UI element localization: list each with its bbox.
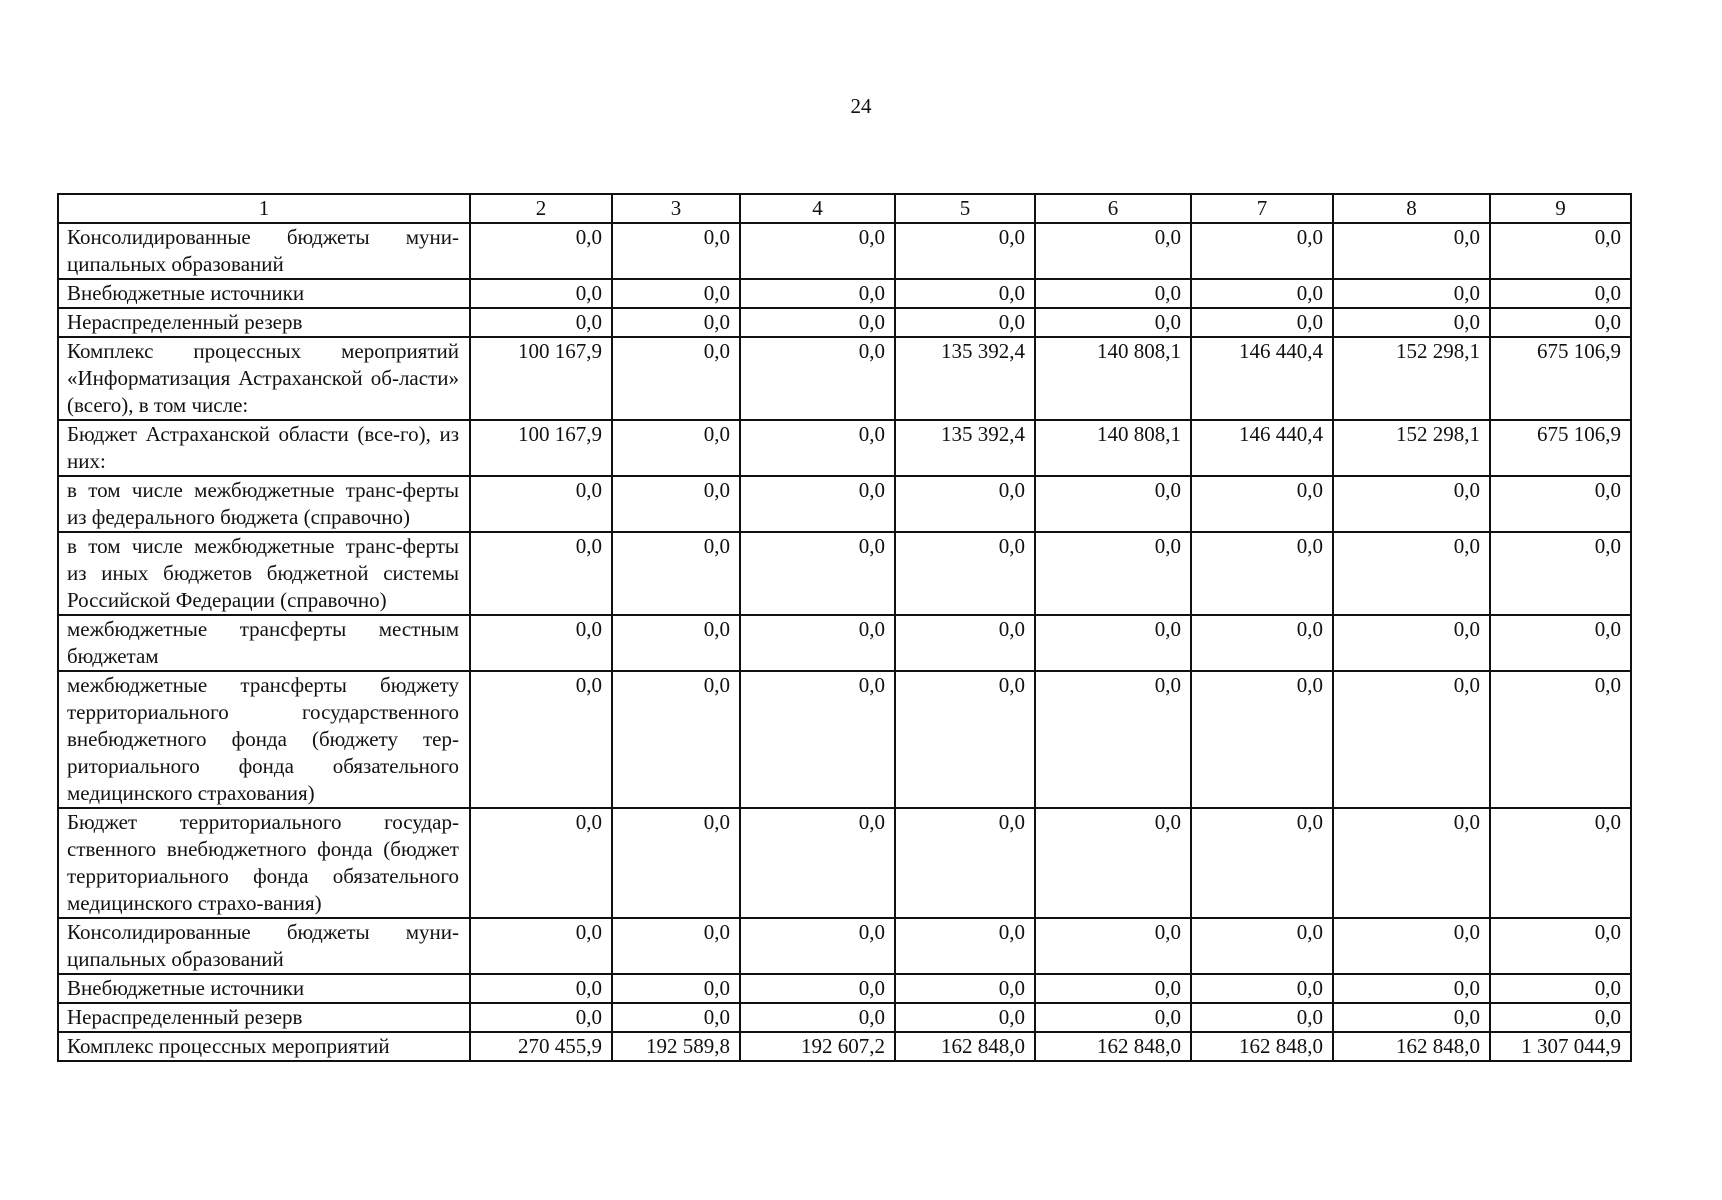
row-label: Нераспределенный резерв bbox=[58, 1003, 470, 1032]
column-header-8: 8 bbox=[1333, 194, 1490, 223]
value-cell: 0,0 bbox=[1490, 532, 1631, 615]
value-cell: 0,0 bbox=[470, 615, 612, 671]
column-header-9: 9 bbox=[1490, 194, 1631, 223]
row-label: Консолидированные бюджеты муни-ципальных образований bbox=[58, 918, 470, 974]
value-cell: 0,0 bbox=[1490, 279, 1631, 308]
value-cell: 0,0 bbox=[612, 1003, 740, 1032]
table-row bbox=[58, 918, 1631, 974]
value-cell: 162 848,0 bbox=[1035, 1032, 1191, 1061]
value-cell: 152 298,1 bbox=[1333, 337, 1490, 420]
table-row bbox=[58, 974, 1631, 1003]
table-row bbox=[58, 808, 1631, 918]
row-label: Комплекс процессных мероприятий «Информатизация Астраханской об-ласти» (всего), в том числе: bbox=[58, 337, 470, 420]
row-label: Бюджет территориального государ-ственного внебюджетного фонда (бюджет территориального фонда обязательного медицинского страхо-вания) bbox=[58, 808, 470, 918]
value-cell: 675 106,9 bbox=[1490, 420, 1631, 476]
value-cell: 0,0 bbox=[470, 279, 612, 308]
row-label: в том числе межбюджетные транс-ферты из иных бюджетов бюджетной системы Российской Федерации (справочно) bbox=[58, 532, 470, 615]
value-cell: 0,0 bbox=[740, 476, 895, 532]
table-row bbox=[58, 476, 1631, 532]
value-cell: 0,0 bbox=[1035, 615, 1191, 671]
value-cell: 0,0 bbox=[1490, 476, 1631, 532]
value-cell: 0,0 bbox=[612, 615, 740, 671]
value-cell: 0,0 bbox=[1490, 974, 1631, 1003]
value-cell: 0,0 bbox=[895, 808, 1035, 918]
value-cell: 0,0 bbox=[1333, 808, 1490, 918]
value-cell: 0,0 bbox=[1035, 532, 1191, 615]
value-cell: 0,0 bbox=[895, 223, 1035, 279]
row-label: Внебюджетные источники bbox=[58, 974, 470, 1003]
value-cell: 0,0 bbox=[612, 532, 740, 615]
value-cell: 0,0 bbox=[470, 223, 612, 279]
value-cell: 0,0 bbox=[612, 420, 740, 476]
value-cell: 0,0 bbox=[1333, 279, 1490, 308]
table-row bbox=[58, 308, 1631, 337]
row-label: в том числе межбюджетные транс-ферты из федерального бюджета (справочно) bbox=[58, 476, 470, 532]
value-cell: 0,0 bbox=[740, 808, 895, 918]
value-cell: 0,0 bbox=[895, 974, 1035, 1003]
value-cell: 0,0 bbox=[740, 532, 895, 615]
row-label: Консолидированные бюджеты муни-ципальных образований bbox=[58, 223, 470, 279]
value-cell: 0,0 bbox=[740, 337, 895, 420]
value-cell: 0,0 bbox=[470, 476, 612, 532]
value-cell: 0,0 bbox=[740, 420, 895, 476]
value-cell: 0,0 bbox=[1191, 308, 1333, 337]
column-header-1: 1 bbox=[58, 194, 470, 223]
value-cell: 0,0 bbox=[740, 918, 895, 974]
value-cell: 0,0 bbox=[1191, 808, 1333, 918]
value-cell: 0,0 bbox=[1333, 918, 1490, 974]
value-cell: 0,0 bbox=[1490, 671, 1631, 808]
column-header-4: 4 bbox=[740, 194, 895, 223]
value-cell: 0,0 bbox=[740, 615, 895, 671]
table-row bbox=[58, 1032, 1631, 1061]
value-cell: 0,0 bbox=[470, 808, 612, 918]
value-cell: 0,0 bbox=[740, 974, 895, 1003]
value-cell: 0,0 bbox=[1191, 918, 1333, 974]
value-cell: 0,0 bbox=[740, 279, 895, 308]
row-label: межбюджетные трансферты бюджету территориального государственного внебюджетного фонда (бюджету тер-риториального фонда обязательного медицинского страхования) bbox=[58, 671, 470, 808]
value-cell: 0,0 bbox=[612, 918, 740, 974]
value-cell: 192 589,8 bbox=[612, 1032, 740, 1061]
value-cell: 0,0 bbox=[895, 1003, 1035, 1032]
value-cell: 0,0 bbox=[1490, 1003, 1631, 1032]
value-cell: 0,0 bbox=[612, 223, 740, 279]
value-cell: 0,0 bbox=[740, 223, 895, 279]
value-cell: 0,0 bbox=[895, 615, 1035, 671]
table-row bbox=[58, 223, 1631, 279]
value-cell: 0,0 bbox=[740, 308, 895, 337]
table-row bbox=[58, 337, 1631, 420]
value-cell: 0,0 bbox=[895, 671, 1035, 808]
value-cell: 0,0 bbox=[612, 337, 740, 420]
value-cell: 140 808,1 bbox=[1035, 337, 1191, 420]
page-number: 24 bbox=[850, 94, 872, 118]
value-cell: 0,0 bbox=[1035, 974, 1191, 1003]
table-row bbox=[58, 671, 1631, 808]
value-cell: 0,0 bbox=[470, 671, 612, 808]
value-cell: 0,0 bbox=[1490, 308, 1631, 337]
row-label: Нераспределенный резерв bbox=[58, 308, 470, 337]
column-header-6: 6 bbox=[1035, 194, 1191, 223]
value-cell: 0,0 bbox=[612, 974, 740, 1003]
value-cell: 0,0 bbox=[612, 308, 740, 337]
value-cell: 100 167,9 bbox=[470, 420, 612, 476]
value-cell: 0,0 bbox=[470, 974, 612, 1003]
value-cell: 0,0 bbox=[1035, 223, 1191, 279]
value-cell: 140 808,1 bbox=[1035, 420, 1191, 476]
value-cell: 0,0 bbox=[1490, 808, 1631, 918]
row-label: межбюджетные трансферты местным бюджетам bbox=[58, 615, 470, 671]
table-body bbox=[58, 223, 1631, 1061]
value-cell: 675 106,9 bbox=[1490, 337, 1631, 420]
value-cell: 0,0 bbox=[1490, 918, 1631, 974]
value-cell: 0,0 bbox=[1191, 671, 1333, 808]
value-cell: 0,0 bbox=[470, 1003, 612, 1032]
value-cell: 0,0 bbox=[740, 671, 895, 808]
value-cell: 270 455,9 bbox=[470, 1032, 612, 1061]
value-cell: 146 440,4 bbox=[1191, 420, 1333, 476]
value-cell: 0,0 bbox=[1191, 223, 1333, 279]
column-number-row bbox=[58, 194, 1631, 223]
value-cell: 0,0 bbox=[1191, 1003, 1333, 1032]
value-cell: 0,0 bbox=[470, 918, 612, 974]
value-cell: 0,0 bbox=[1035, 308, 1191, 337]
value-cell: 0,0 bbox=[1191, 476, 1333, 532]
value-cell: 0,0 bbox=[895, 532, 1035, 615]
table-row bbox=[58, 279, 1631, 308]
table-row bbox=[58, 532, 1631, 615]
value-cell: 0,0 bbox=[1333, 1003, 1490, 1032]
value-cell: 0,0 bbox=[1035, 671, 1191, 808]
value-cell: 0,0 bbox=[895, 279, 1035, 308]
value-cell: 0,0 bbox=[1333, 615, 1490, 671]
column-header-7: 7 bbox=[1191, 194, 1333, 223]
value-cell: 0,0 bbox=[1191, 279, 1333, 308]
column-header-5: 5 bbox=[895, 194, 1035, 223]
value-cell: 0,0 bbox=[895, 308, 1035, 337]
value-cell: 162 848,0 bbox=[1191, 1032, 1333, 1061]
value-cell: 0,0 bbox=[1035, 808, 1191, 918]
value-cell: 0,0 bbox=[612, 279, 740, 308]
value-cell: 0,0 bbox=[895, 918, 1035, 974]
value-cell: 0,0 bbox=[1333, 476, 1490, 532]
value-cell: 0,0 bbox=[470, 308, 612, 337]
value-cell: 0,0 bbox=[1490, 223, 1631, 279]
value-cell: 0,0 bbox=[1191, 615, 1333, 671]
column-header-2: 2 bbox=[470, 194, 612, 223]
value-cell: 0,0 bbox=[1191, 532, 1333, 615]
value-cell: 0,0 bbox=[1333, 532, 1490, 615]
value-cell: 0,0 bbox=[1035, 1003, 1191, 1032]
table-row bbox=[58, 615, 1631, 671]
value-cell: 0,0 bbox=[612, 476, 740, 532]
value-cell: 162 848,0 bbox=[1333, 1032, 1490, 1061]
value-cell: 0,0 bbox=[612, 671, 740, 808]
table-row bbox=[58, 420, 1631, 476]
value-cell: 0,0 bbox=[1191, 974, 1333, 1003]
budget-table bbox=[57, 193, 1632, 1062]
value-cell: 0,0 bbox=[1333, 974, 1490, 1003]
row-label: Комплекс процессных мероприятий bbox=[58, 1032, 470, 1061]
value-cell: 0,0 bbox=[1035, 918, 1191, 974]
value-cell: 162 848,0 bbox=[895, 1032, 1035, 1061]
value-cell: 1 307 044,9 bbox=[1490, 1032, 1631, 1061]
value-cell: 0,0 bbox=[1333, 223, 1490, 279]
value-cell: 0,0 bbox=[1333, 308, 1490, 337]
table-row bbox=[58, 1003, 1631, 1032]
value-cell: 135 392,4 bbox=[895, 420, 1035, 476]
value-cell: 152 298,1 bbox=[1333, 420, 1490, 476]
value-cell: 0,0 bbox=[1333, 671, 1490, 808]
value-cell: 100 167,9 bbox=[470, 337, 612, 420]
column-header-3: 3 bbox=[612, 194, 740, 223]
value-cell: 0,0 bbox=[895, 476, 1035, 532]
row-label: Внебюджетные источники bbox=[58, 279, 470, 308]
value-cell: 0,0 bbox=[1490, 615, 1631, 671]
value-cell: 0,0 bbox=[1035, 279, 1191, 308]
value-cell: 135 392,4 bbox=[895, 337, 1035, 420]
value-cell: 0,0 bbox=[470, 532, 612, 615]
row-label: Бюджет Астраханской области (все-го), из них: bbox=[58, 420, 470, 476]
value-cell: 192 607,2 bbox=[740, 1032, 895, 1061]
value-cell: 0,0 bbox=[612, 808, 740, 918]
value-cell: 146 440,4 bbox=[1191, 337, 1333, 420]
value-cell: 0,0 bbox=[740, 1003, 895, 1032]
value-cell: 0,0 bbox=[1035, 476, 1191, 532]
